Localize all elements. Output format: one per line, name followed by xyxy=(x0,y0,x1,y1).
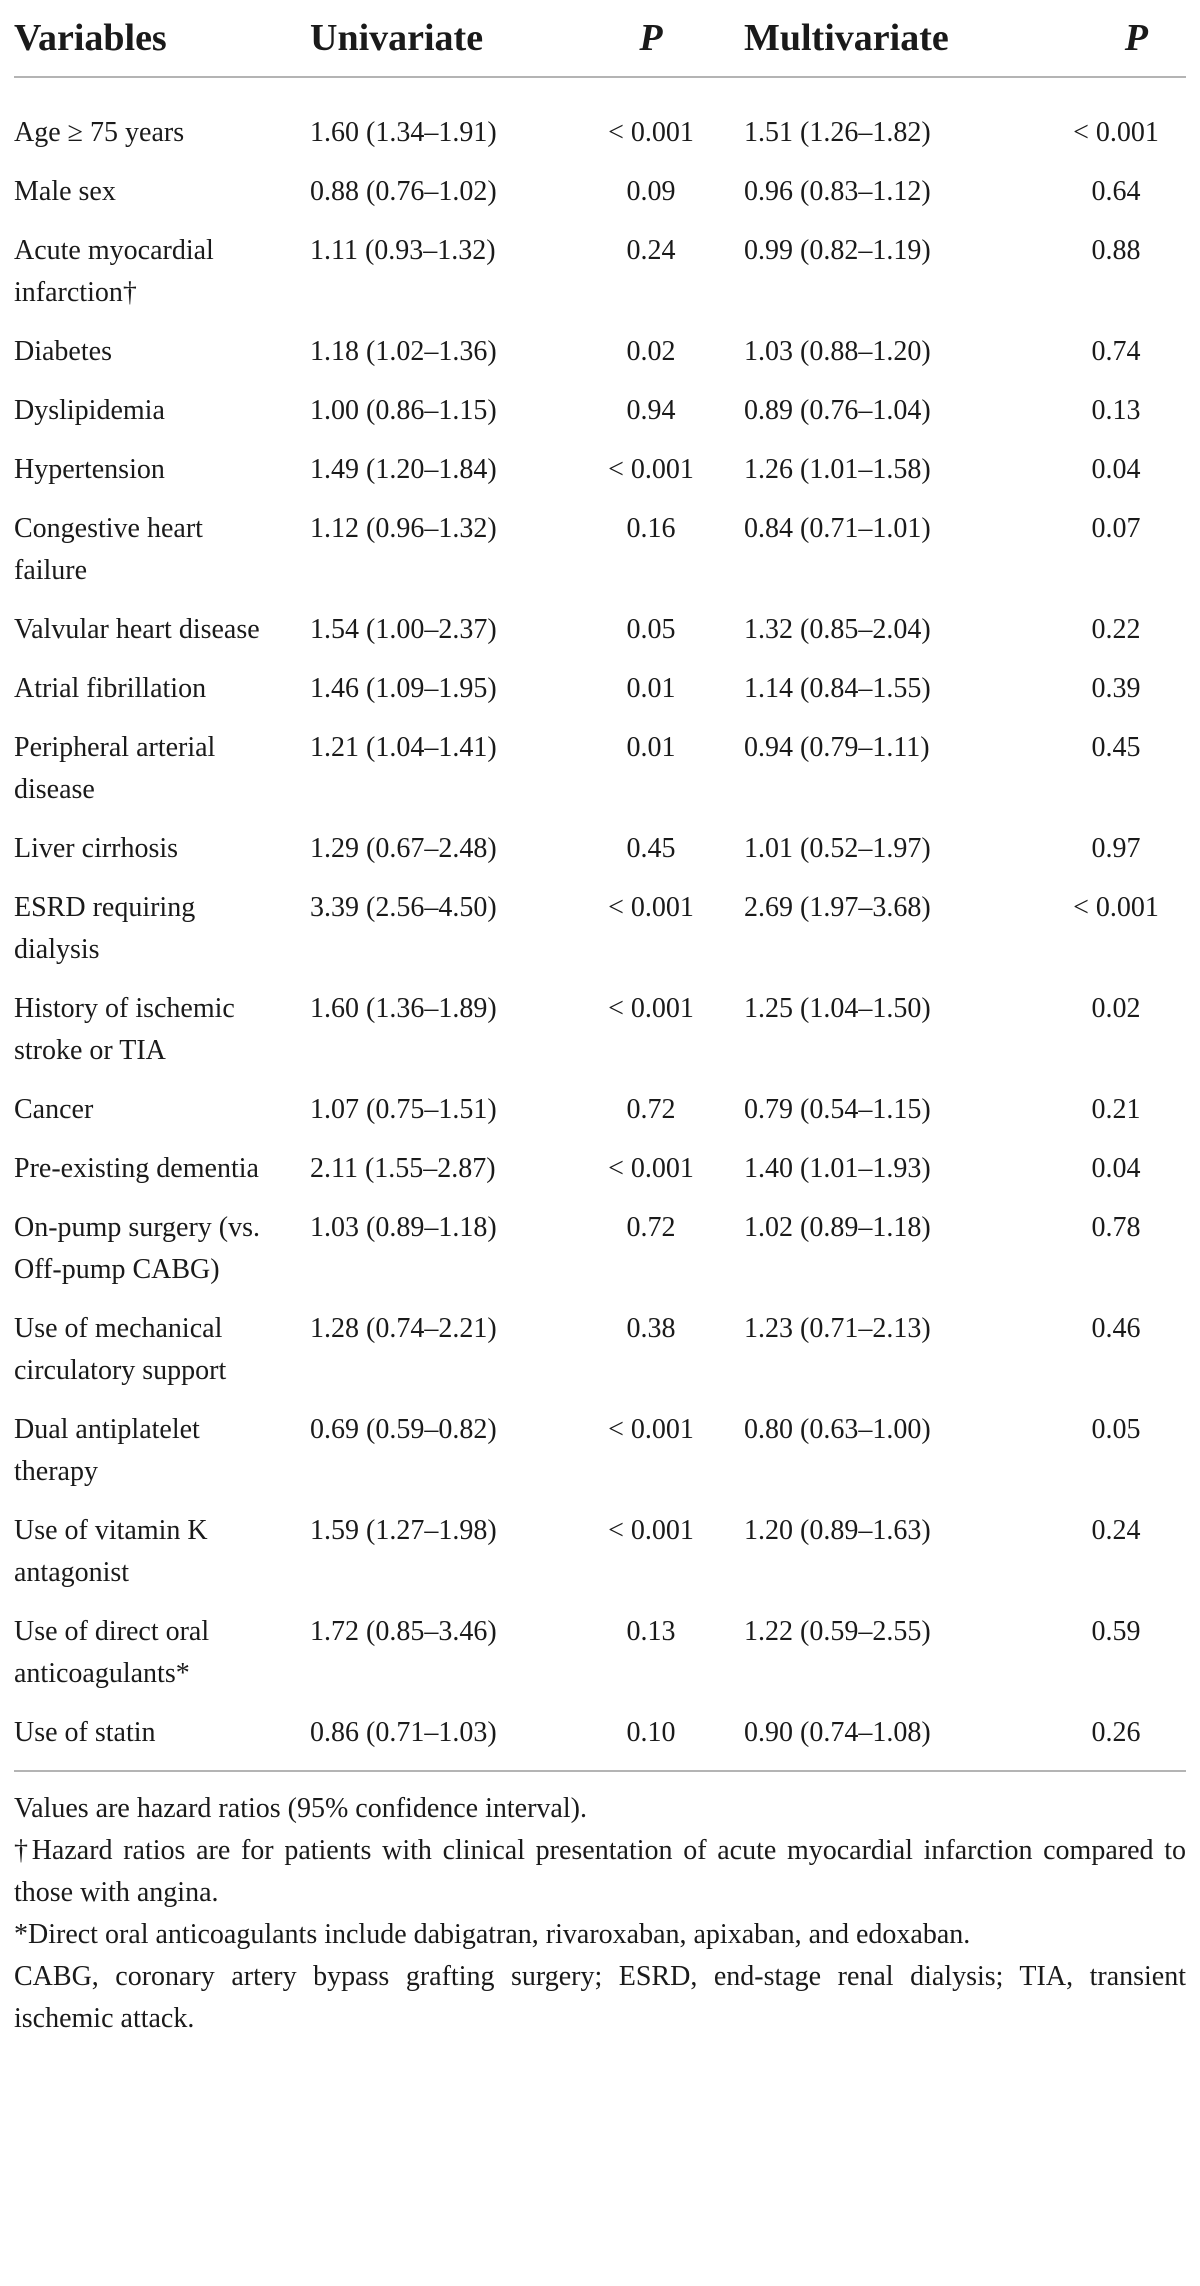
cell-variable: Use of statin xyxy=(14,1717,156,1748)
table-row xyxy=(14,331,1186,390)
cell-univariate: 0.69 (0.59–0.82) xyxy=(310,1414,497,1445)
table-row xyxy=(14,1207,1186,1308)
cell-p-univariate: 0.09 xyxy=(626,176,676,207)
cell-univariate: 1.00 (0.86–1.15) xyxy=(310,395,497,426)
cell-variable: Atrial fibrillation xyxy=(14,673,207,704)
cell-multivariate: 1.22 (0.59–2.55) xyxy=(744,1616,931,1647)
table-row xyxy=(14,1510,1186,1611)
table-row xyxy=(14,828,1186,887)
cell-variable: Use of direct oral anticoagulants* xyxy=(14,1616,210,1689)
table-row xyxy=(14,77,1186,171)
table-row xyxy=(14,171,1186,230)
cell-p-multivariate: 0.97 xyxy=(1091,833,1141,864)
cell-multivariate: 1.26 (1.01–1.58) xyxy=(744,454,931,485)
cell-p-multivariate: 0.74 xyxy=(1091,336,1141,367)
cell-p-univariate: 0.10 xyxy=(626,1717,676,1748)
table-row xyxy=(14,1308,1186,1409)
cell-p-multivariate: < 0.001 xyxy=(1073,117,1159,148)
cell-p-univariate: < 0.001 xyxy=(608,1515,694,1546)
cell-p-univariate: 0.13 xyxy=(626,1616,676,1647)
cell-variable: Peripheral arterial disease xyxy=(14,732,216,805)
cell-univariate: 1.18 (1.02–1.36) xyxy=(310,336,497,367)
header-variables: Variables xyxy=(14,0,296,77)
cell-p-multivariate: 0.46 xyxy=(1091,1313,1141,1344)
cell-p-multivariate: 0.78 xyxy=(1091,1212,1141,1243)
header-row xyxy=(14,0,1186,77)
table-row xyxy=(14,1089,1186,1148)
hazard-ratio-table xyxy=(14,0,1186,1768)
cell-variable: Dual antiplatelet therapy xyxy=(14,1414,200,1487)
cell-variable: On-pump surgery (vs. Off-pump CABG) xyxy=(14,1212,261,1285)
cell-multivariate: 0.94 (0.79–1.11) xyxy=(744,732,930,763)
cell-multivariate: 0.99 (0.82–1.19) xyxy=(744,235,931,266)
table-header xyxy=(14,0,1186,77)
cell-univariate: 1.60 (1.36–1.89) xyxy=(310,993,497,1024)
cell-p-univariate: 0.72 xyxy=(626,1094,676,1125)
cell-p-univariate: 0.72 xyxy=(626,1212,676,1243)
cell-univariate: 2.11 (1.55–2.87) xyxy=(310,1153,496,1184)
cell-univariate: 1.07 (0.75–1.51) xyxy=(310,1094,497,1125)
cell-univariate: 1.11 (0.93–1.32) xyxy=(310,235,496,266)
footnote-values: Values are hazard ratios (95% confidence interval). xyxy=(14,1793,587,1824)
table-row xyxy=(14,1148,1186,1207)
cell-variable: Dyslipidemia xyxy=(14,395,165,426)
cell-multivariate: 1.14 (0.84–1.55) xyxy=(744,673,931,704)
cell-multivariate: 1.25 (1.04–1.50) xyxy=(744,993,931,1024)
cell-multivariate: 1.40 (1.01–1.93) xyxy=(744,1153,931,1184)
cell-p-multivariate: 0.07 xyxy=(1091,513,1141,544)
cell-p-univariate: 0.01 xyxy=(626,673,676,704)
cell-multivariate: 1.20 (0.89–1.63) xyxy=(744,1515,931,1546)
header-p-multivariate: P xyxy=(1026,0,1186,77)
cell-multivariate: 1.01 (0.52–1.97) xyxy=(744,833,931,864)
cell-p-multivariate: 0.13 xyxy=(1091,395,1141,426)
cell-univariate: 1.60 (1.34–1.91) xyxy=(310,117,497,148)
cell-variable: Cancer xyxy=(14,1094,94,1125)
cell-p-univariate: 0.94 xyxy=(626,395,676,426)
cell-multivariate: 1.51 (1.26–1.82) xyxy=(744,117,931,148)
cell-p-multivariate: 0.45 xyxy=(1091,732,1141,763)
cell-univariate: 1.03 (0.89–1.18) xyxy=(310,1212,497,1243)
cell-variable: Use of vitamin K antagonist xyxy=(14,1515,208,1588)
cell-univariate: 1.12 (0.96–1.32) xyxy=(310,513,497,544)
table-row xyxy=(14,230,1186,331)
cell-p-multivariate: 0.21 xyxy=(1091,1094,1141,1125)
cell-p-univariate: < 0.001 xyxy=(608,1153,694,1184)
cell-variable: Pre-existing dementia xyxy=(14,1153,259,1184)
cell-univariate: 1.72 (0.85–3.46) xyxy=(310,1616,497,1647)
table-row xyxy=(14,1712,1186,1768)
cell-univariate: 3.39 (2.56–4.50) xyxy=(310,892,497,923)
table-row xyxy=(14,1611,1186,1712)
cell-multivariate: 1.02 (0.89–1.18) xyxy=(744,1212,931,1243)
cell-variable: History of ischemic stroke or TIA xyxy=(14,993,235,1066)
table-row xyxy=(14,449,1186,508)
cell-multivariate: 0.80 (0.63–1.00) xyxy=(744,1414,931,1445)
table-footnotes xyxy=(14,1772,1186,2040)
cell-variable: ESRD requiring dialysis xyxy=(14,892,196,965)
cell-variable: Male sex xyxy=(14,176,116,207)
cell-p-univariate: 0.05 xyxy=(626,614,676,645)
cell-p-univariate: 0.38 xyxy=(626,1313,676,1344)
cell-p-univariate: 0.45 xyxy=(626,833,676,864)
cell-univariate: 1.49 (1.20–1.84) xyxy=(310,454,497,485)
cell-multivariate: 0.89 (0.76–1.04) xyxy=(744,395,931,426)
cell-variable: Age ≥ 75 years xyxy=(14,117,185,148)
cell-p-multivariate: < 0.001 xyxy=(1073,892,1159,923)
cell-variable: Acute myocardial infarction† xyxy=(14,235,214,308)
cell-multivariate: 2.69 (1.97–3.68) xyxy=(744,892,931,923)
cell-p-multivariate: 0.64 xyxy=(1091,176,1141,207)
cell-variable: Valvular heart disease xyxy=(14,614,260,645)
cell-p-univariate: < 0.001 xyxy=(608,1414,694,1445)
cell-p-multivariate: 0.22 xyxy=(1091,614,1141,645)
cell-multivariate: 1.23 (0.71–2.13) xyxy=(744,1313,931,1344)
cell-univariate: 1.21 (1.04–1.41) xyxy=(310,732,497,763)
cell-variable: Use of mechanical circulatory support xyxy=(14,1313,227,1386)
cell-p-univariate: < 0.001 xyxy=(608,117,694,148)
cell-multivariate: 1.32 (0.85–2.04) xyxy=(744,614,931,645)
cell-univariate: 1.54 (1.00–2.37) xyxy=(310,614,497,645)
table-row xyxy=(14,609,1186,668)
cell-variable: Hypertension xyxy=(14,454,165,485)
cell-p-univariate: < 0.001 xyxy=(608,454,694,485)
cell-univariate: 0.88 (0.76–1.02) xyxy=(310,176,497,207)
cell-p-multivariate: 0.39 xyxy=(1091,673,1141,704)
cell-multivariate: 0.79 (0.54–1.15) xyxy=(744,1094,931,1125)
cell-p-univariate: 0.01 xyxy=(626,732,676,763)
cell-multivariate: 0.90 (0.74–1.08) xyxy=(744,1717,931,1748)
cell-p-multivariate: 0.04 xyxy=(1091,1153,1141,1184)
cell-p-univariate: 0.02 xyxy=(626,336,676,367)
cell-variable: Congestive heart failure xyxy=(14,513,203,586)
header-multivariate: Multivariate xyxy=(726,0,1026,77)
cell-p-univariate: 0.16 xyxy=(626,513,676,544)
cell-p-multivariate: 0.04 xyxy=(1091,454,1141,485)
cell-multivariate: 1.03 (0.88–1.20) xyxy=(744,336,931,367)
cell-p-univariate: < 0.001 xyxy=(608,993,694,1024)
cell-univariate: 1.59 (1.27–1.98) xyxy=(310,1515,497,1546)
cell-univariate: 1.46 (1.09–1.95) xyxy=(310,673,497,704)
table-row xyxy=(14,727,1186,828)
cell-p-multivariate: 0.26 xyxy=(1091,1717,1141,1748)
header-p-univariate: P xyxy=(576,0,726,77)
cell-multivariate: 0.96 (0.83–1.12) xyxy=(744,176,931,207)
footnote-abbreviations: CABG, coronary artery bypass grafting surgery; ESRD, end-stage renal dialysis; TIA, transient ischemic attack. xyxy=(14,1961,1186,2034)
cell-variable: Liver cirrhosis xyxy=(14,833,179,864)
table-body xyxy=(14,77,1186,1768)
cell-univariate: 0.86 (0.71–1.03) xyxy=(310,1717,497,1748)
header-univariate: Univariate xyxy=(296,0,576,77)
cell-p-multivariate: 0.88 xyxy=(1091,235,1141,266)
cell-multivariate: 0.84 (0.71–1.01) xyxy=(744,513,931,544)
cell-p-univariate: 0.24 xyxy=(626,235,676,266)
cell-variable: Diabetes xyxy=(14,336,112,367)
cell-p-multivariate: 0.02 xyxy=(1091,993,1141,1024)
cell-p-multivariate: 0.05 xyxy=(1091,1414,1141,1445)
table-row xyxy=(14,887,1186,988)
table-row xyxy=(14,988,1186,1089)
cell-univariate: 1.29 (0.67–2.48) xyxy=(310,833,497,864)
table-row xyxy=(14,668,1186,727)
footnote-dagger: †Hazard ratios are for patients with clinical presentation of acute myocardial infarction compared to those with angina. xyxy=(14,1835,1186,1908)
cell-p-multivariate: 0.24 xyxy=(1091,1515,1141,1546)
table-row xyxy=(14,1409,1186,1510)
footnote-asterisk: *Direct oral anticoagulants include dabigatran, rivaroxaban, apixaban, and edoxaban. xyxy=(14,1919,971,1950)
table-row xyxy=(14,508,1186,609)
cell-univariate: 1.28 (0.74–2.21) xyxy=(310,1313,497,1344)
cell-p-univariate: < 0.001 xyxy=(608,892,694,923)
table-row xyxy=(14,390,1186,449)
cell-p-multivariate: 0.59 xyxy=(1091,1616,1141,1647)
